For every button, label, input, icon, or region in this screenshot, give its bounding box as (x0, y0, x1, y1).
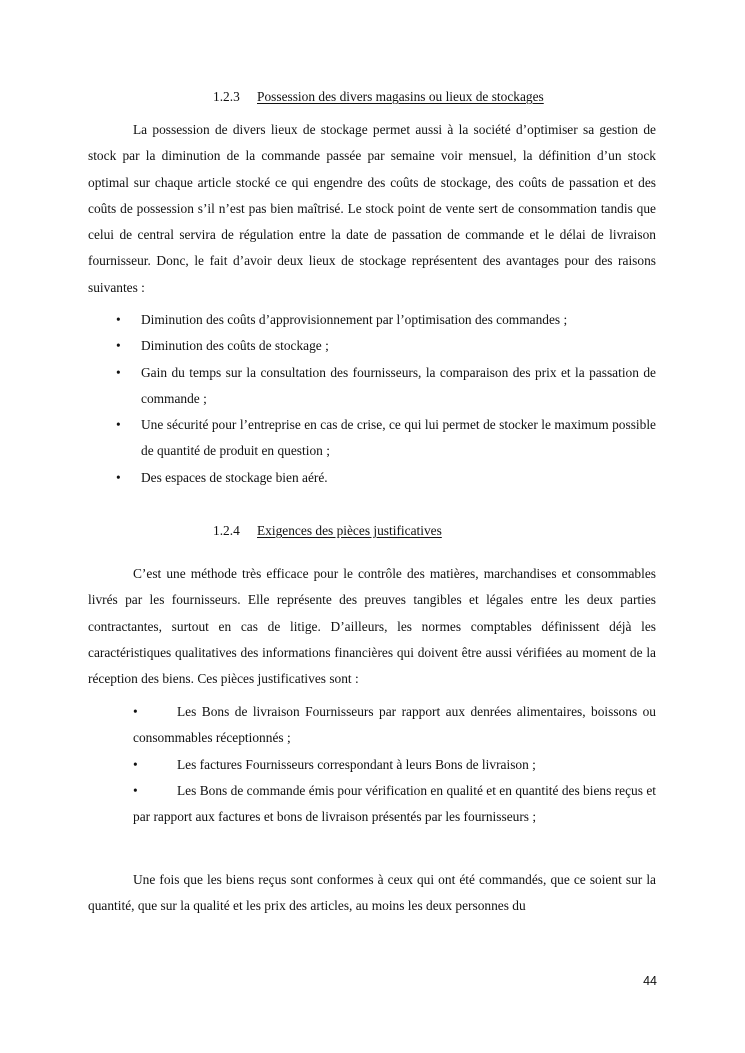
list-item (116, 333, 656, 359)
bullet-icon: • (133, 704, 138, 719)
paragraph-stockage: La possession de divers lieux de stockage permet aussi à la société d’optimiser sa gestion de stock par la diminution de la commande passée par semaine voir mensuel, la définition d’un stock optimal sur chaque article stocké ce qui engendre des coûts de stockage, des coûts de passation et des coûts de possession s’il n’est pas bien maîtrisé. Le stock point de vente sert de consommation tandis que celui de central servira de régulation entre la date de passation de commande et le délai de livraison fournisseur. Donc, le fait d’avoir deux lieux de stockage représentent des avantages pour des raisons suivantes : (88, 122, 656, 295)
list-item (133, 778, 656, 831)
list-item (133, 752, 656, 778)
bullet-icon: • (116, 364, 121, 380)
section-title: Possession des divers magasins ou lieux de stockages (257, 89, 544, 104)
bullet-icon: • (116, 469, 121, 485)
bullet-icon: • (133, 782, 138, 798)
section-title: Exigences des pièces justificatives (257, 523, 442, 538)
list-item (116, 307, 656, 333)
bullet-icon: • (116, 338, 121, 354)
list-item (116, 412, 656, 465)
bullet-icon: • (133, 756, 138, 772)
page-number: 44 (643, 974, 657, 988)
list-item-text: Diminution des coûts d’approvisionnement par l’optimisation des commandes ; (141, 312, 568, 327)
section-number: 1.2.3 (213, 89, 240, 104)
list-item (116, 360, 656, 413)
list-item-text: Une sécurité pour l’entreprise en cas de crise, ce qui lui permet de stocker le maximum possible de quantité de produit en question ; (141, 417, 656, 459)
paragraph-conformite: Une fois que les biens reçus sont conformes à ceux qui ont été commandés, que ce soient sur la quantité, que sur la qualité et les prix des articles, au moins les deux personnes du (88, 872, 656, 914)
list-item (133, 699, 656, 752)
section-number: 1.2.4 (213, 523, 240, 538)
list-item-text: Les factures Fournisseurs correspondant à leurs Bons de livraison ; (177, 756, 536, 772)
documents-list (133, 699, 656, 830)
section-heading-1-2-3 (213, 89, 544, 105)
bullet-icon: • (116, 417, 121, 433)
bullet-icon: • (116, 312, 121, 327)
advantages-list (116, 307, 656, 491)
list-item-text: Les Bons de commande émis pour vérification en qualité et en quantité des biens reçus et par rapport aux factures et bons de livraison présentés par les fournisseurs ; (133, 782, 656, 825)
paragraph-justificatives: C’est une méthode très efficace pour le contrôle des matières, marchandises et consommables livrés par les fournisseurs. Elle représente des preuves tangibles et légales entre les deux parties contractantes, surtout en cas de litige. D’ailleurs, les normes comptables définissent déjà les caractéristiques qualitatives des informations financières qui doivent être aussi vérifiées au moment de la réception des biens. Ces pièces justificatives sont : (88, 566, 656, 687)
list-item-text: Des espaces de stockage bien aéré. (141, 469, 328, 485)
list-item-text: Gain du temps sur la consultation des fournisseurs, la comparaison des prix et la passation de commande ; (141, 364, 656, 406)
section-heading-1-2-4 (213, 523, 442, 539)
list-item-text: Diminution des coûts de stockage ; (141, 338, 329, 354)
list-item-text: Les Bons de livraison Fournisseurs par rapport aux denrées alimentaires, boissons ou consommables réceptionnés ; (133, 704, 656, 746)
list-item (116, 465, 656, 491)
